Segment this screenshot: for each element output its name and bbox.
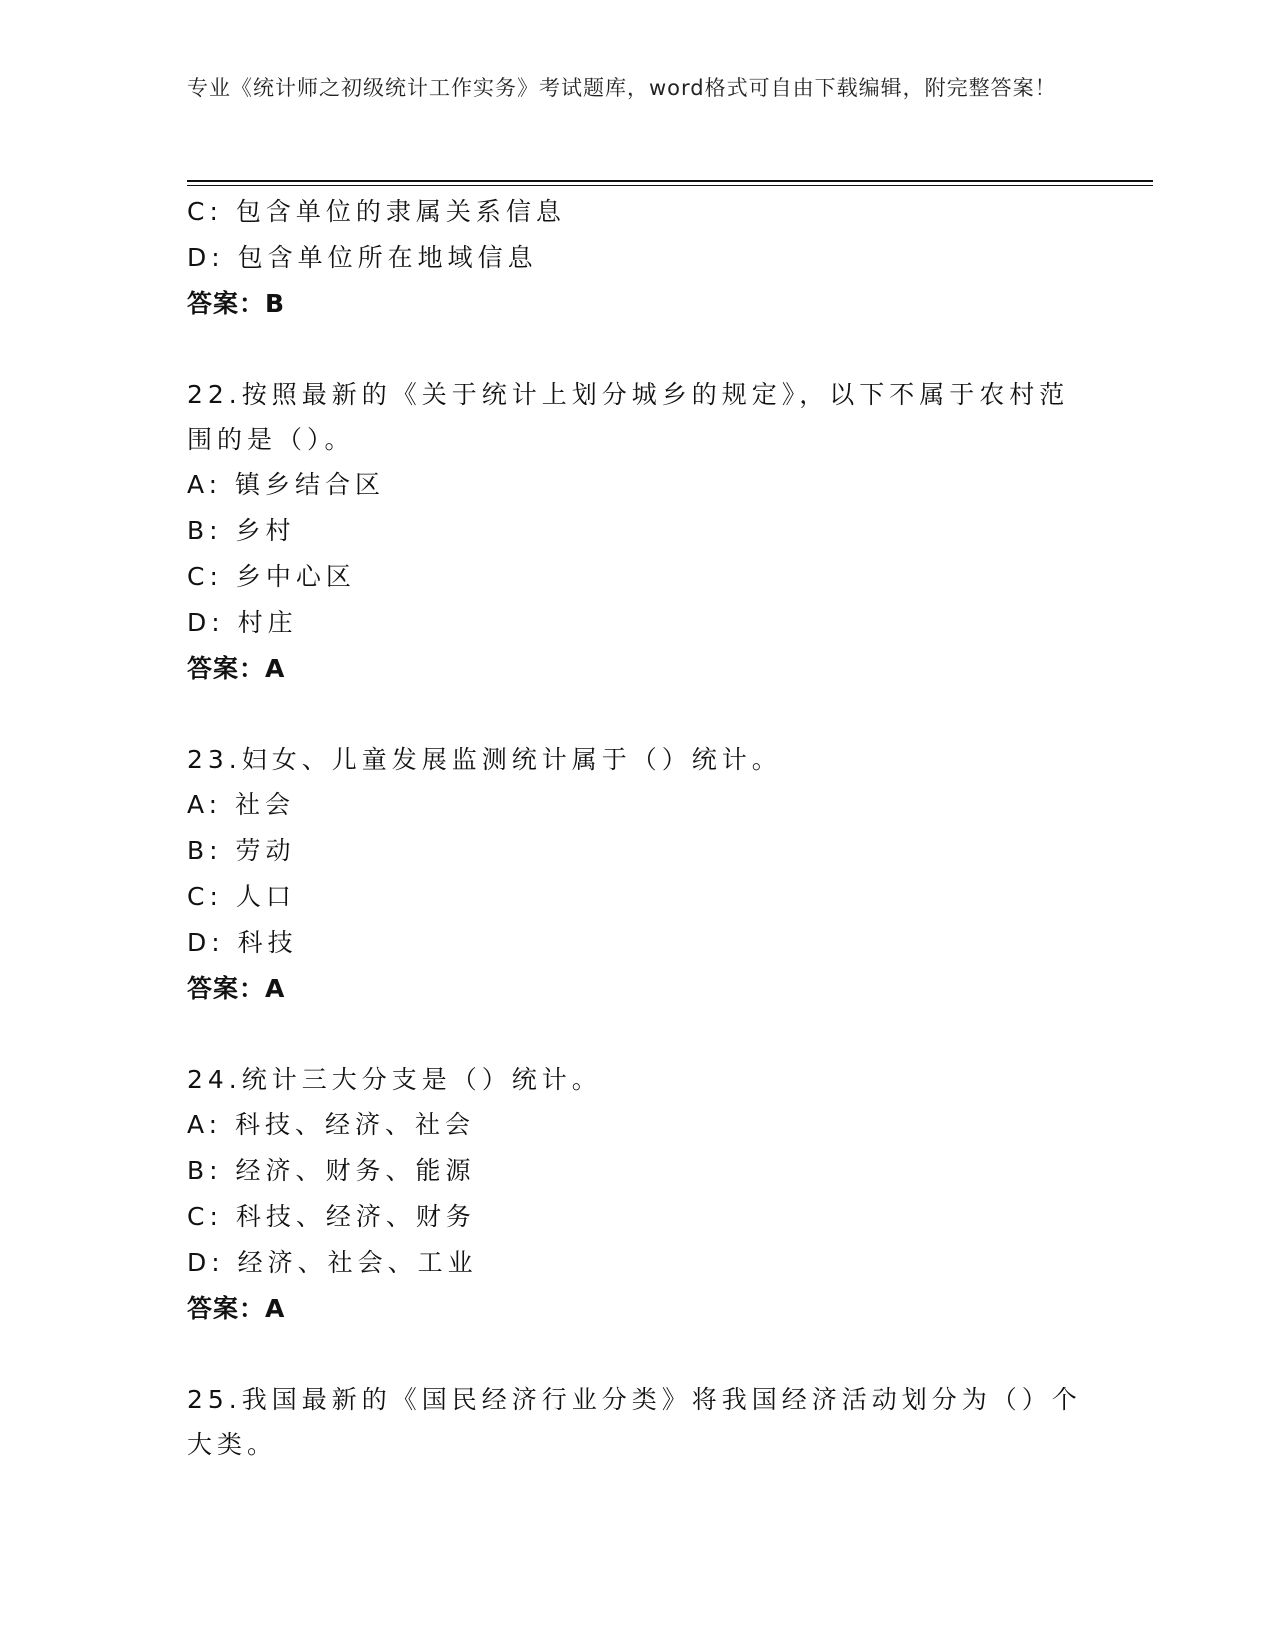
question-stem: 24.统计三大分支是（）统计。 — [187, 1065, 602, 1094]
option-c — [187, 189, 1087, 235]
option-d — [187, 235, 1087, 281]
option-text: 科技、经济、社会 — [235, 1110, 476, 1139]
option-text: 乡中心区 — [235, 562, 356, 591]
option-d — [187, 600, 1087, 646]
answer-line: 答案：A — [187, 1294, 286, 1323]
answer-line: 答案：A — [187, 654, 286, 683]
option-label: D: — [187, 243, 225, 272]
option-label: C: — [187, 882, 223, 911]
option-text: 科技、经济、财务 — [235, 1202, 476, 1231]
option-c — [187, 554, 1087, 600]
option-label: B: — [187, 516, 223, 545]
option-b — [187, 1148, 1087, 1194]
document-header: 专业《统计师之初级统计工作实务》考试题库，word格式可自由下载编辑，附完整答案！ — [187, 76, 1057, 100]
option-text: 镇乡结合区 — [235, 470, 386, 499]
question-stem: 22.按照最新的《关于统计上划分城乡的规定》，以下不属于农村范围的是（）。 — [187, 380, 1070, 454]
option-text: 社会 — [235, 790, 296, 819]
option-text: 经济、财务、能源 — [235, 1156, 476, 1185]
option-text: 经济、社会、工业 — [237, 1248, 478, 1277]
option-b — [187, 828, 1087, 874]
option-text: 村庄 — [237, 608, 298, 637]
option-b — [187, 508, 1087, 554]
option-c — [187, 1194, 1087, 1240]
option-label: D: — [187, 1248, 225, 1277]
question-list — [187, 189, 1087, 1467]
option-a — [187, 1102, 1087, 1148]
option-label: A: — [187, 470, 223, 499]
option-a — [187, 782, 1087, 828]
option-text: 包含单位的隶属关系信息 — [235, 197, 566, 226]
option-label: B: — [187, 1156, 223, 1185]
answer-line: 答案：B — [187, 289, 286, 318]
option-label: B: — [187, 836, 223, 865]
question-stem: 25.我国最新的《国民经济行业分类》将我国经济活动划分为（）个大类。 — [187, 1385, 1082, 1459]
option-text: 人口 — [235, 882, 296, 911]
option-c — [187, 874, 1087, 920]
header-divider-thin — [187, 185, 1153, 186]
option-label: A: — [187, 1110, 223, 1139]
option-d — [187, 920, 1087, 966]
option-text: 乡村 — [235, 516, 296, 545]
option-label: C: — [187, 197, 223, 226]
option-text: 劳动 — [235, 836, 296, 865]
option-a — [187, 462, 1087, 508]
option-text: 包含单位所在地域信息 — [237, 243, 538, 272]
answer-line: 答案：A — [187, 974, 286, 1003]
option-d — [187, 1240, 1087, 1286]
option-text: 科技 — [237, 928, 298, 957]
option-label: C: — [187, 562, 223, 591]
option-label: D: — [187, 608, 225, 637]
option-label: A: — [187, 790, 223, 819]
header-divider-thick — [187, 180, 1153, 182]
question-stem: 23.妇女、儿童发展监测统计属于（）统计。 — [187, 745, 782, 774]
option-label: D: — [187, 928, 225, 957]
option-label: C: — [187, 1202, 223, 1231]
